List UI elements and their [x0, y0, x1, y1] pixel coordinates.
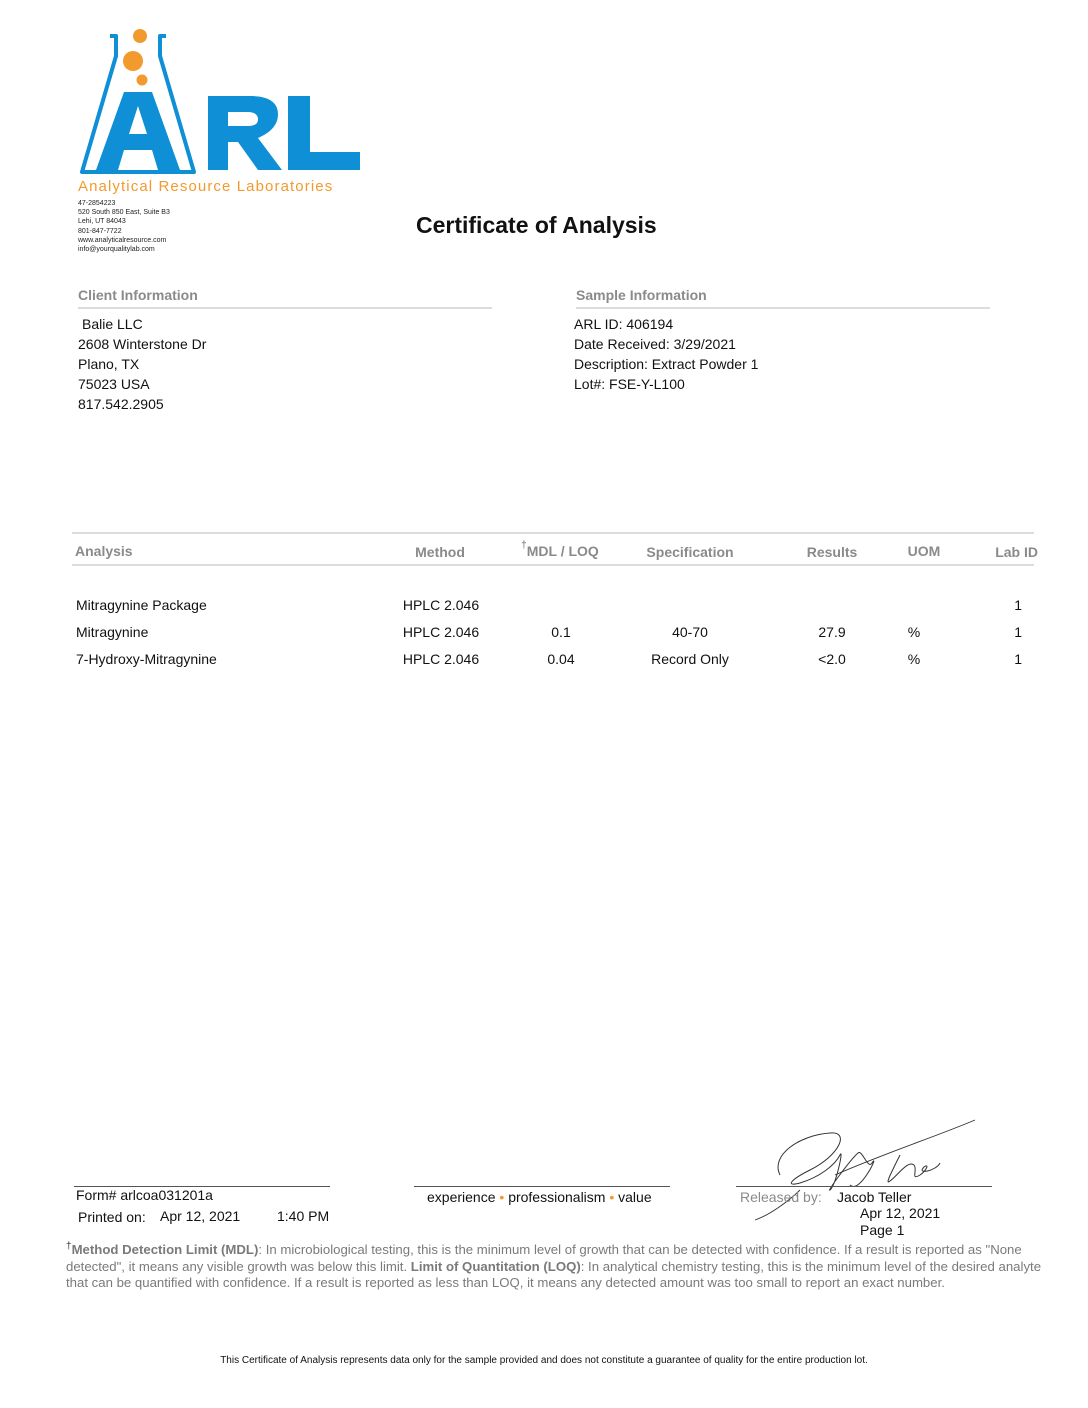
- client-city: Plano, TX: [78, 356, 140, 372]
- table-top-rule: [72, 532, 1034, 534]
- table-row-method: HPLC 2.046: [402, 597, 480, 613]
- sample-date-received: Date Received: 3/29/2021: [574, 336, 736, 352]
- table-row-analysis: 7-Hydroxy-Mitragynine: [76, 651, 217, 667]
- sample-description: Description: Extract Powder 1: [574, 356, 759, 372]
- sample-lot: Lot#: FSE-Y-L100: [574, 376, 685, 392]
- table-row-analysis: Mitragynine: [76, 624, 149, 640]
- header-mdl-loq: †MDL / LOQ: [521, 540, 599, 559]
- table-row-specification: 40-70: [672, 624, 708, 640]
- lab-name: Analytical Resource Laboratories: [78, 178, 334, 195]
- table-row-lab-id: 1: [1014, 597, 1022, 613]
- table-row-analysis: Mitragynine Package: [76, 597, 207, 613]
- client-divider: [78, 307, 492, 309]
- footnote: †Method Detection Limit (MDL): In microbiological testing, this is the minimum level of growth that can be detected with confidence. If a result is reported as "None detected", it means any visible growth was below this limit. Limit of Quantitation (LOQ): In analytical chemistry testing, this is the minimum level of the desired analyte that can be quantified with confidence. If a result is reported as less than LOQ, it means any detected amount was too small to report an exact number.: [66, 1241, 1042, 1290]
- document-title: Certificate of Analysis: [416, 212, 657, 238]
- disclaimer: This Certificate of Analysis represents data only for the sample provided and does not constitute a guarantee of quality for the entire production lot.: [220, 1355, 868, 1366]
- sample-divider: [576, 307, 990, 309]
- printed-time: 1:40 PM: [277, 1208, 330, 1224]
- released-date: Apr 12, 2021: [860, 1205, 941, 1221]
- client-info-heading: Client Information: [78, 287, 198, 303]
- client-phone: 817.542.2905: [78, 396, 164, 412]
- table-row-lab-id: 1: [1014, 624, 1022, 640]
- printed-label: Printed on:: [78, 1209, 146, 1225]
- header-specification: Specification: [646, 544, 734, 560]
- table-row-uom: %: [907, 651, 921, 667]
- released-label: Released by:: [740, 1189, 822, 1205]
- client-street: 2608 Winterstone Dr: [78, 336, 207, 352]
- header-uom: UOM: [907, 543, 941, 559]
- header-analysis: Analysis: [75, 543, 133, 559]
- table-row-results: 27.9: [818, 624, 846, 640]
- form-number: Form# arlcoa031201a: [76, 1187, 213, 1203]
- table-row-mdl: 0.1: [551, 624, 571, 640]
- table-row-lab-id: 1: [1014, 651, 1022, 667]
- released-name: Jacob Teller: [837, 1189, 912, 1205]
- client-info: [78, 314, 206, 414]
- table-row-uom: %: [907, 624, 921, 640]
- client-name: Balie LLC: [82, 316, 143, 332]
- table-row-method: HPLC 2.046: [402, 624, 480, 640]
- client-zip: 75023 USA: [78, 376, 150, 392]
- header-lab-id: Lab ID: [995, 544, 1038, 560]
- header-method: Method: [415, 544, 465, 560]
- slogan: experience • professionalism • value: [427, 1189, 652, 1205]
- header-results: Results: [806, 544, 858, 560]
- release-rule: [736, 1186, 992, 1187]
- slogan-rule: [414, 1186, 670, 1187]
- printed-date: Apr 12, 2021: [160, 1208, 241, 1224]
- flask-icon: [82, 29, 194, 172]
- table-row-specification: Record Only: [651, 651, 729, 667]
- arl-logo: [74, 26, 374, 201]
- sample-info: [574, 314, 758, 394]
- table-row-mdl: 0.04: [547, 651, 575, 667]
- table-header-rule: [72, 564, 1034, 566]
- sample-info-heading: Sample Information: [576, 287, 707, 303]
- table-row-method: HPLC 2.046: [402, 651, 480, 667]
- lab-contact: 47-2854223 520 South 850 East, Suite B3 Lehi, UT 84043 801-847-7722 www.analyticalresource.com info@yourqualitylab.com: [78, 200, 170, 254]
- table-row-results: <2.0: [818, 651, 846, 667]
- page-number: Page 1: [860, 1222, 905, 1238]
- sample-arl-id: ARL ID: 406194: [574, 316, 674, 332]
